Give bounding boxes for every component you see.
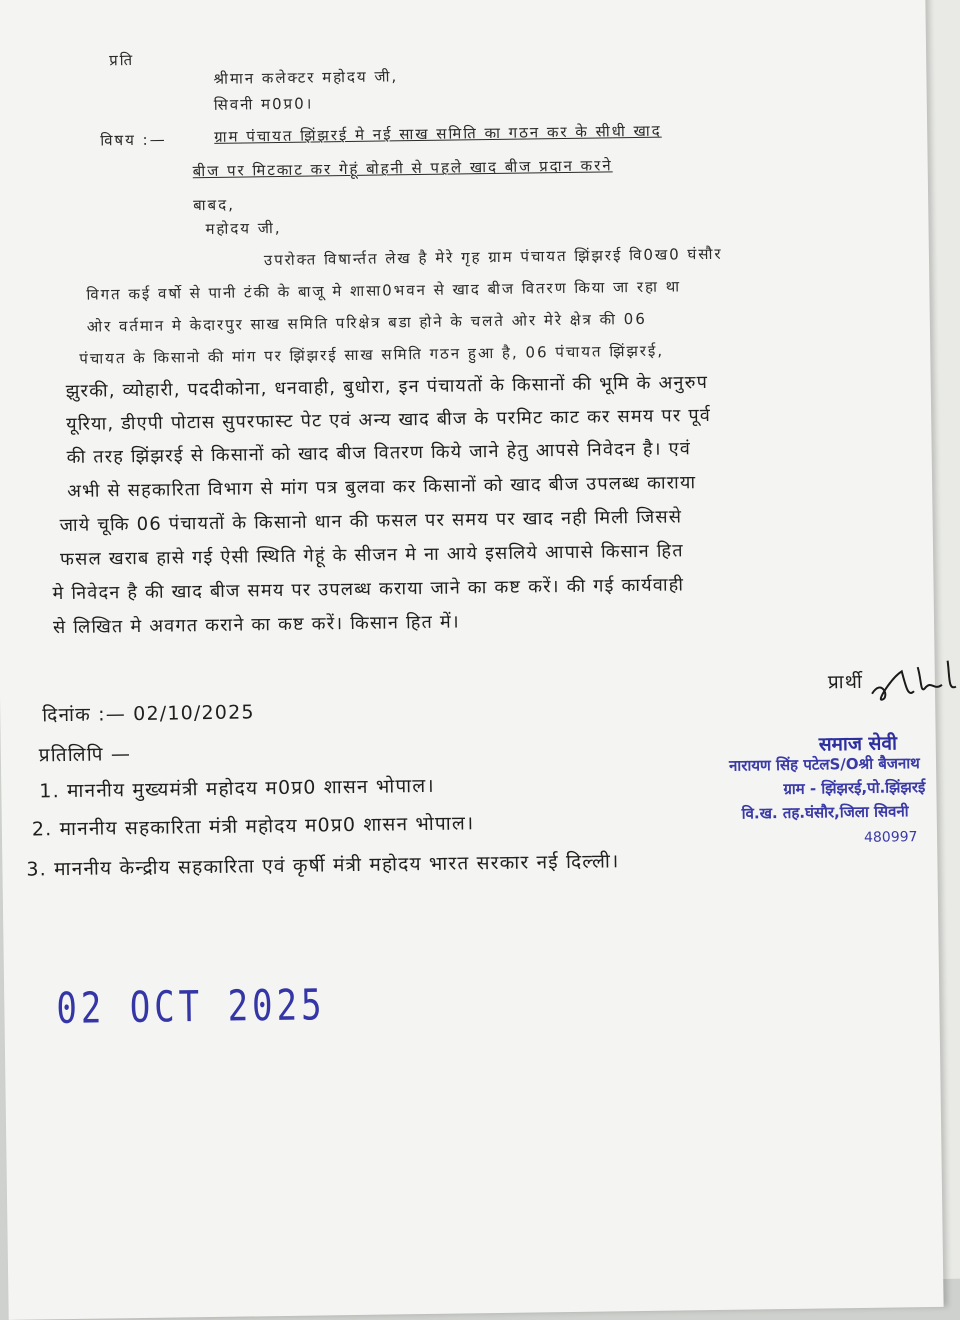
copy-label: प्रतिलिपि — [38, 743, 132, 767]
date-line: दिनांक :— 02/10/2025 [42, 701, 255, 727]
recipient-line-2: सिवनी म0प्र0। [213, 94, 314, 114]
seal-line-1: नारायण सिंह पटेलS/Oश्री बैजनाथ [728, 754, 920, 775]
body-line-2: विगत कई वर्षो से पानी टंकी के बाजू मे शासा0भवन से खाद बीज वितरण किया जा रहा था [86, 277, 682, 304]
subject-line-3: बाबद, [193, 195, 236, 215]
salutation: महोदय जी, [205, 218, 282, 239]
subject-line-2: बीज पर मिटकाट कर गेहूं बोहनी से पहले खाद बीज प्रदान करने [192, 156, 613, 181]
received-date-stamp: 02 OCT 2025 [56, 980, 326, 1035]
body-line-10: फसल खराब हासे गई ऐसी स्थिति गेहूं के सीजन मे ना आये इसलिये आपासे किसान हित [59, 540, 684, 571]
body-line-12: से लिखित मे अवगत कराने का कष्ट करें। किसान हित में। [52, 611, 461, 639]
applicant-label: प्रार्थी [827, 670, 864, 694]
body-line-11: मे निवेदन है की खाद बीज समय पर उपलब्ध कराया जाने का कष्ट करें। की गई कार्यवाही [52, 574, 685, 605]
recipient-line-1: श्रीमान कलेक्टर महोदय जी, [213, 67, 399, 88]
to-label: प्रति [109, 50, 135, 70]
body-line-7: की तरह झिंझरई से किसानों को खाद बीज वितरण किये जाने हेतु आपसे निवेदन है। एवं [66, 438, 692, 468]
signature [862, 657, 960, 708]
seal-title: समाज सेवी [818, 732, 898, 756]
body-line-3: ओर वर्तमान मे केदारपुर साख समिति परिक्षेत्र बडा होने के चलते ओर मेरे क्षेत्र की 06 [86, 309, 647, 336]
seal-line-2: ग्राम - झिंझरई,पो.झिंझरई [783, 778, 926, 799]
subject-label: विषय :— [100, 130, 167, 150]
subject-line-1: ग्राम पंचायत झिंझरई मे नई साख समिति का गठन कर के सीधी खाद [214, 121, 662, 146]
body-line-1: उपरोक्त विषार्न्तत लेख है मेरे गृह ग्राम पंचायत झिंझरई वि0ख0 घंसौर [263, 244, 723, 270]
body-line-9: जाये चूकि 06 पंचायतों के किसानो धान की फसल पर समय पर खाद नही मिली जिससे [59, 506, 683, 537]
body-line-8: अभी से सहकारिता विभाग से मांग पत्र बुलवा कर किसानों को खाद बीज उपलब्ध काराया [67, 472, 697, 502]
body-line-5: झुरकी, व्योहारी, पददीकोना, धनवाही, बुधोरा, इन पंचायतों के किसानों की भूमि के अनुरुप [65, 372, 709, 402]
body-line-4: पंचायत के किसानो की मांग पर झिंझरई साख समिति गठन हुआ है, 06 पंचायत झिंझरई, [79, 341, 665, 368]
copy-item-2: 2. माननीय सहकारिता मंत्री महोदय म0प्र0 शासन भोपाल। [31, 812, 475, 841]
copy-item-3: 3. माननीय केन्द्रीय सहकारिता एवं कृर्षी मंत्री महोदय भारत सरकार नई दिल्ली। [26, 850, 620, 881]
seal-line-3: वि.ख. तह.घंसौर,जिला सिवनी [741, 802, 909, 823]
seal-pin: 480997 [863, 829, 918, 846]
copy-item-1: 1. माननीय मुख्यमंत्री महोदय म0प्र0 शासन भोपाल। [39, 774, 435, 803]
body-line-6: यूरिया, डीएपी पोटास सुपरफास्ट पेट एवं अन्य खाद बीज के परमिट काट कर समय पर पूर्व [66, 404, 712, 435]
